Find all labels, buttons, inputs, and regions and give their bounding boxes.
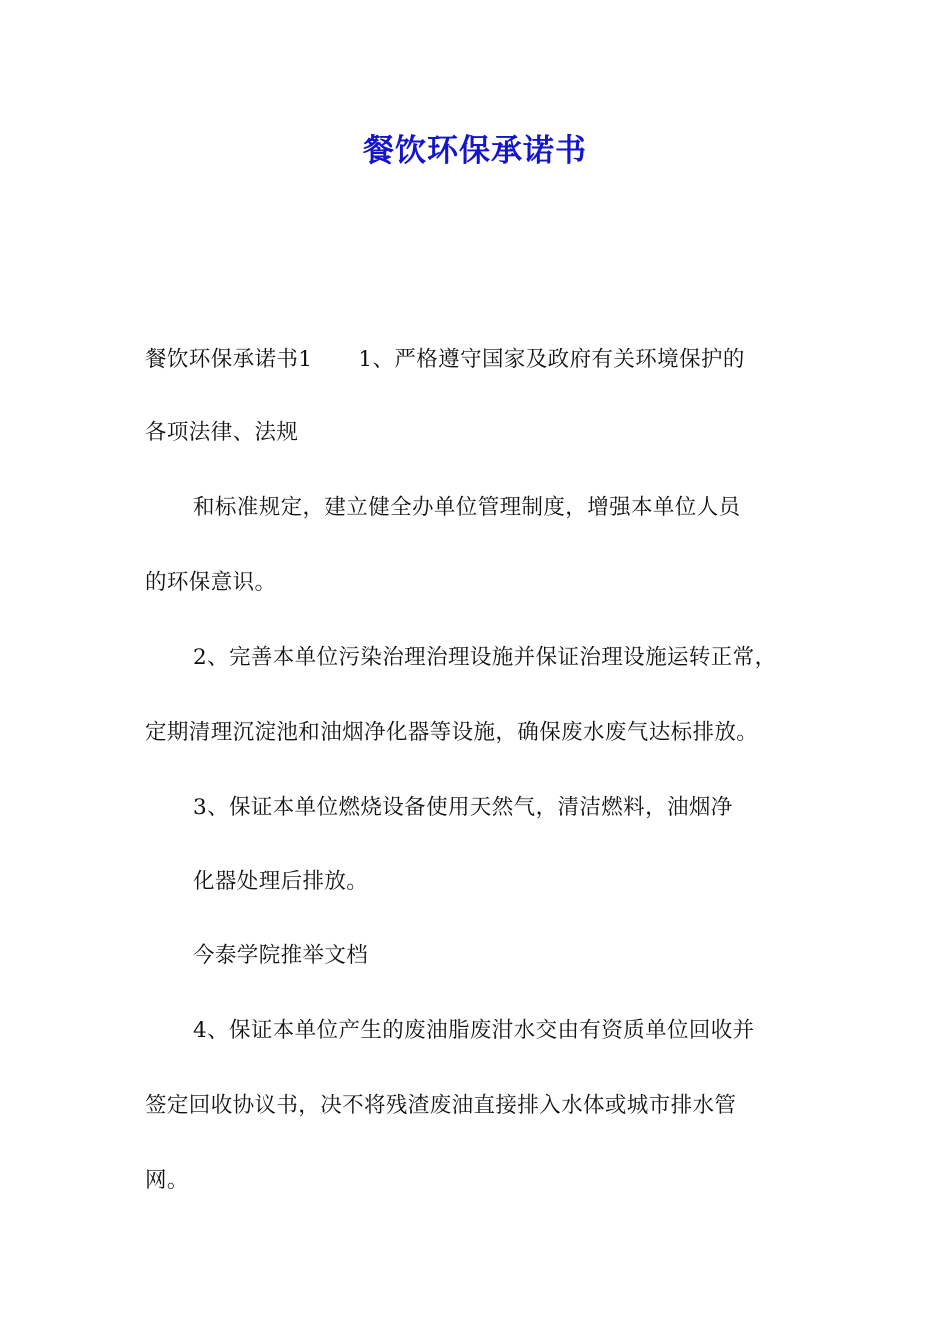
paragraph-line-5: 2、完善本单位污染治理治理设施并保证治理设施运转正常， (193, 645, 777, 670)
document-title: 餐饮环保承诺书 (363, 133, 587, 169)
paragraph-line-1 (145, 342, 745, 378)
paragraph-line-11: 签定回收协议书，决不将残渣废油直接排入水体或城市排水管 (145, 1093, 737, 1118)
paragraph-line-4: 的环保意识。 (145, 570, 277, 595)
paragraph-line-2: 各项法律、法规 (145, 420, 299, 445)
paragraph-line-9: 今泰学院推举文档 (193, 943, 369, 968)
paragraph-line-7: 3、保证本单位燃烧设备使用天然气，清洁燃料，油烟净 (193, 795, 733, 820)
paragraph-line-10: 4、保证本单位产生的废油脂废泔水交由有资质单位回收并 (193, 1018, 755, 1043)
paragraph-line-12: 网。 (145, 1168, 189, 1193)
section-label: 餐饮环保承诺书1 (145, 347, 313, 372)
paragraph-line-6: 定期清理沉淀池和油烟净化器等设施，确保废水废气达标排放。 (145, 720, 759, 745)
paragraph-line-3: 和标准规定，建立健全办单位管理制度，增强本单位人员 (193, 495, 741, 520)
paragraph-line-8: 化器处理后排放。 (193, 869, 369, 894)
item-1-text: 1、严格遵守国家及政府有关环境保护的 (358, 347, 745, 372)
